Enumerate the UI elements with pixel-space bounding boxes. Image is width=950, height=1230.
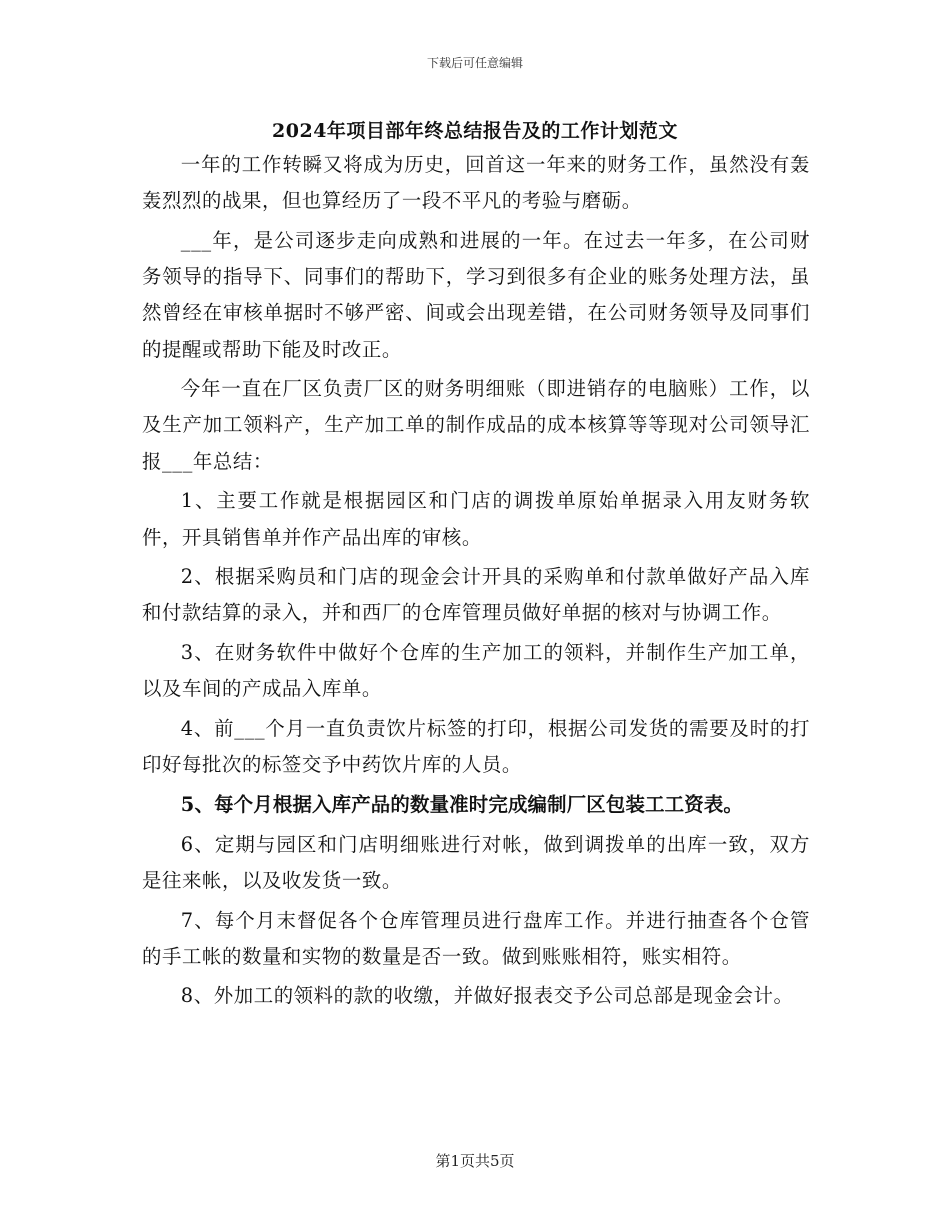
paragraph-item-6: 6、定期与园区和门店明细账进行对帐，做到调拨单的出库一致，双方是往来帐，以及收发货一致。 bbox=[142, 832, 810, 892]
paragraph-item-7: 7、每个月末督促各个仓库管理员进行盘库工作。并进行抽查各个仓管的手工帐的数量和实物的数量是否一致。做到账账相符，账实相符。 bbox=[142, 908, 810, 968]
paragraph-item-4: 4、前___个月一直负责饮片标签的打印，根据公司发货的需要及时的打印好每批次的标签交予中药饮片库的人员。 bbox=[142, 717, 810, 777]
page-header-note: 下载后可任意编辑 bbox=[426, 56, 523, 70]
paragraph-item-8: 8、外加工的领料的款的收缴，并做好报表交予公司总部是现金会计。 bbox=[180, 984, 794, 1008]
document-title: 2024年项目部年终总结报告及的工作计划范文 bbox=[272, 120, 678, 142]
paragraph-item-1: 1、主要工作就是根据园区和门店的调拨单原始单据录入用友财务软件，开具销售单并作产品出库的审核。 bbox=[142, 489, 810, 549]
paragraph-item-5: 5、每个月根据入库产品的数量准时完成编制厂区包装工工资表。 bbox=[180, 792, 744, 816]
paragraph-work-scope: 今年一直在厂区负责厂区的财务明细账（即进销存的电脑账）工作，以及生产加工领料产，生产加工单的制作成品的成本核算等等现对公司领导汇报___年总结： bbox=[142, 377, 810, 473]
document-body bbox=[142, 147, 810, 1018]
page-number-footer: 第1页共5页 bbox=[435, 1152, 515, 1170]
paragraph-item-3: 3、在财务软件中做好个仓库的生产加工的领料，并制作生产加工单，以及车间的产成品入库单。 bbox=[142, 641, 810, 701]
paragraph-intro: 一年的工作转瞬又将成为历史，回首这一年来的财务工作，虽然没有轰轰烈烈的战果，但也算经历了一段不平凡的考验与磨砺。 bbox=[142, 153, 810, 213]
paragraph-year-review: ___年，是公司逐步走向成熟和进展的一年。在过去一年多，在公司财务领导的指导下、同事们的帮助下，学习到很多有企业的账务处理方法，虽然曾经在审核单据时不够严密、间或会出现差错，在公司财务领导及同事们的提醒或帮助下能及时改正。 bbox=[142, 228, 810, 361]
paragraph-item-2: 2、根据采购员和门店的现金会计开具的采购单和付款单做好产品入库和付款结算的录入，并和西厂的仓库管理员做好单据的核对与协调工作。 bbox=[142, 565, 810, 625]
